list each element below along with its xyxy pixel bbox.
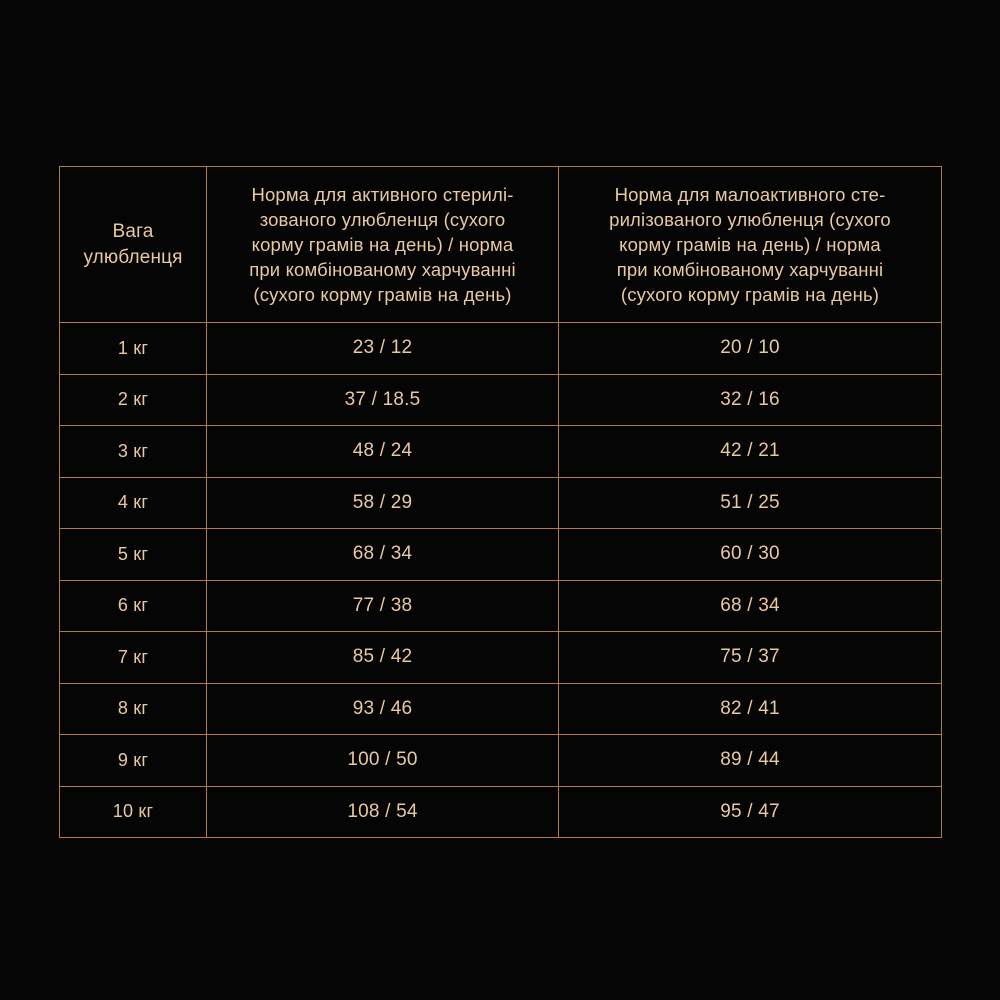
cell-low-active: 75 / 37 [559,632,942,684]
cell-low-active: 20 / 10 [559,323,942,375]
header-active-line-4: при комбінованому харчуванні [249,259,516,280]
cell-weight: 4 кг [60,477,207,529]
header-low-active-line-4: при комбінованому харчуванні [616,259,884,280]
cell-active: 48 / 24 [207,426,559,478]
table-row [60,632,942,684]
cell-weight: 1 кг [60,323,207,375]
header-low-active-line-3: корму грамів на день) / норма [619,234,881,255]
cell-low-active: 95 / 47 [559,786,942,838]
cell-weight: 5 кг [60,529,207,581]
cell-low-active: 89 / 44 [559,735,942,787]
cell-weight: 7 кг [60,632,207,684]
cell-active: 68 / 34 [207,529,559,581]
header-active-line-1: Норма для активного стерилі- [251,184,514,205]
cell-low-active: 32 / 16 [559,374,942,426]
table-row [60,683,942,735]
cell-active: 108 / 54 [207,786,559,838]
cell-active: 77 / 38 [207,580,559,632]
table-row [60,580,942,632]
header-weight-line-1: Вага [112,220,154,242]
table-row [60,786,942,838]
table-header [60,167,942,323]
cell-low-active: 42 / 21 [559,426,942,478]
header-cell-active [207,167,559,323]
table-row [60,426,942,478]
cell-active: 93 / 46 [207,683,559,735]
table-row [60,374,942,426]
feeding-norms-table [59,166,942,838]
table-row [60,477,942,529]
cell-weight: 9 кг [60,735,207,787]
cell-weight: 10 кг [60,786,207,838]
header-active-line-5: (сухого корму грамів на день) [253,284,512,305]
header-active-line-2: зованого улюбленця (сухого [259,209,506,230]
cell-active: 85 / 42 [207,632,559,684]
header-cell-low-active [559,167,942,323]
cell-active: 58 / 29 [207,477,559,529]
cell-low-active: 51 / 25 [559,477,942,529]
header-cell-weight [60,167,207,323]
table-body [60,323,942,838]
table-row [60,323,942,375]
cell-low-active: 68 / 34 [559,580,942,632]
cell-active: 100 / 50 [207,735,559,787]
header-weight-line-2: улюбленця [83,246,183,268]
cell-low-active: 82 / 41 [559,683,942,735]
cell-low-active: 60 / 30 [559,529,942,581]
cell-active: 37 / 18.5 [207,374,559,426]
cell-weight: 8 кг [60,683,207,735]
cell-active: 23 / 12 [207,323,559,375]
header-low-active-line-2: рилізованого улюбленця (сухого [609,209,891,230]
header-active-line-3: корму грамів на день) / норма [251,234,514,255]
cell-weight: 6 кг [60,580,207,632]
cell-weight: 2 кг [60,374,207,426]
header-low-active-line-5: (сухого корму грамів на день) [620,284,880,305]
header-low-active-line-1: Норма для малоактивного сте- [614,184,886,205]
table-row [60,529,942,581]
table-row [60,735,942,787]
cell-weight: 3 кг [60,426,207,478]
table-header-row [60,167,942,323]
